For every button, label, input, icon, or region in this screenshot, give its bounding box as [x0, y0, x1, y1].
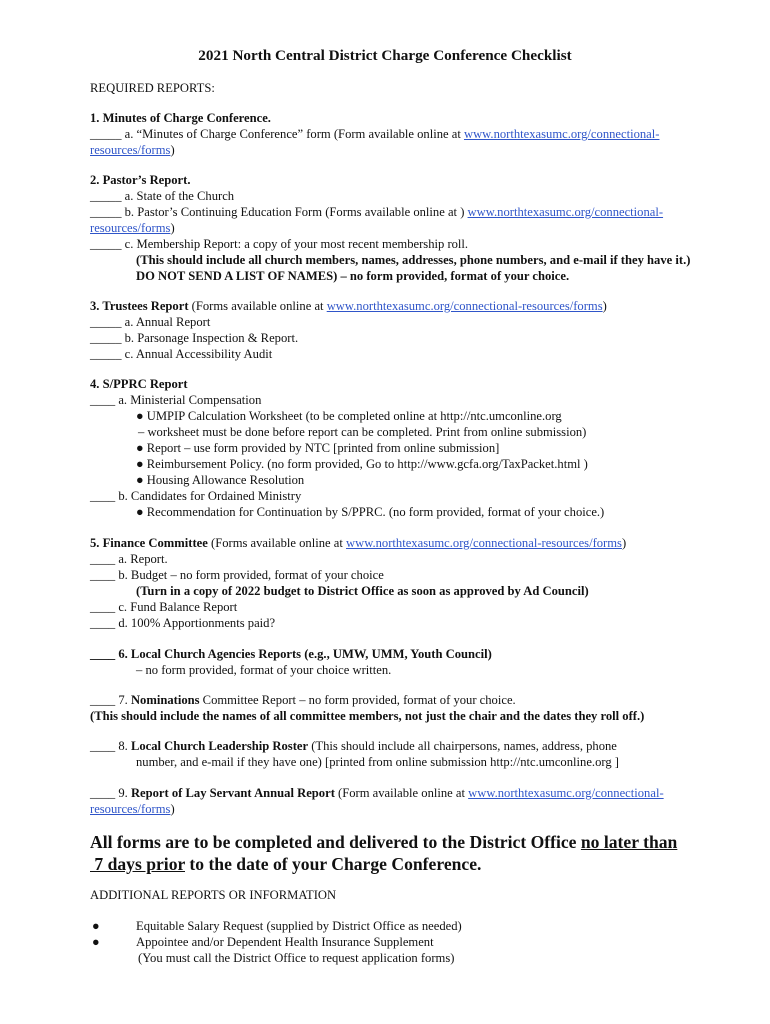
item-rest: (This should include all chairpersons, names, address, phone	[308, 739, 617, 753]
section-5-heading	[90, 535, 626, 551]
deadline-text: to the date of your Charge Conference.	[185, 854, 482, 874]
forms-link[interactable]: www.northtexasumc.org/connectional-	[463, 127, 660, 141]
section-7-note: (This should include the names of all committee members, not just the chair and the dates they roll off.)	[90, 709, 645, 723]
heading-text: 3. Trustees Report	[90, 299, 189, 313]
section-5-item-b-note: (Turn in a copy of 2022 budget to District Office as soon as approved by Ad Council)	[136, 584, 589, 598]
bullet-icon: ●	[92, 935, 100, 949]
section-6-note: – no form provided, format of your choice written.	[136, 663, 392, 677]
section-2-item-a: _____ a. State of the Church	[90, 189, 235, 203]
section-5-item-b: ____ b. Budget – no form provided, format of your choice	[90, 568, 384, 582]
item-text: _____ b. Pastor’s Continuing Education Form (Forms available online at )	[90, 205, 468, 219]
forms-link[interactable]: resources/forms	[90, 143, 171, 157]
heading-post: )	[621, 536, 627, 550]
deadline-emphasis: 7 days prior	[90, 854, 185, 874]
section-2-item-c-note: (This should include all church members, names, addresses, phone numbers, and e-mail if they have it.)	[136, 253, 691, 267]
item-text: _____ a. “Minutes of Charge Conference” form (Form available online at	[90, 127, 464, 141]
additional-heading: ADDITIONAL REPORTS OR INFORMATION	[90, 888, 337, 902]
section-1-item-a-cont	[90, 142, 175, 158]
item-text: )	[170, 143, 175, 157]
required-heading: REQUIRED REPORTS:	[90, 81, 215, 95]
section-3-heading	[90, 298, 607, 314]
item-rest: (Form available online at	[334, 786, 469, 800]
section-7-line	[90, 692, 516, 708]
forms-link[interactable]: www.northtexasumc.org/connectional-resources/forms	[346, 536, 622, 550]
section-2-heading: 2. Pastor’s Report.	[90, 173, 191, 187]
section-4-item-a: ____ a. Ministerial Compensation	[90, 393, 262, 407]
section-1-heading: 1. Minutes of Charge Conference.	[90, 111, 271, 125]
forms-link[interactable]: www.northtexasumc.org/connectional-resources/forms	[326, 299, 603, 313]
section-2-item-c: _____ c. Membership Report: a copy of your most recent membership roll.	[90, 237, 469, 251]
deadline-line-1	[90, 831, 677, 853]
deadline-emphasis: no later than	[580, 832, 678, 852]
item-bold: Local Church Leadership Roster	[130, 739, 309, 753]
additional-item: Appointee and/or Dependent Health Insurance Supplement	[136, 935, 434, 949]
section-3-item-b: _____ b. Parsonage Inspection & Report.	[90, 331, 299, 345]
additional-note: (You must call the District Office to request application forms)	[138, 951, 455, 965]
forms-link[interactable]: www.northtexasumc.org/connectional-	[468, 786, 664, 800]
section-5-item-c: ____ c. Fund Balance Report	[90, 600, 238, 614]
bullet-icon: ●	[92, 919, 100, 933]
section-4-subitem: ● Report – use form provided by NTC [printed from online submission]	[136, 441, 500, 455]
item-post: )	[170, 802, 175, 816]
section-4-subitem: ● Recommendation for Continuation by S/PPRC. (no form provided, format of your choice.)	[136, 505, 605, 519]
heading-rest: (Forms available online at	[188, 299, 327, 313]
section-9-line-cont	[90, 801, 175, 817]
section-4-item-b: ____ b. Candidates for Ordained Ministry	[90, 489, 302, 503]
section-4-subitem: ● UMPIP Calculation Worksheet (to be completed online at http://ntc.umconline.org	[136, 409, 562, 423]
forms-link[interactable]: www.northtexasumc.org/connectional-	[467, 205, 664, 219]
item-bold: Report of Lay Servant Annual Report	[130, 786, 335, 800]
forms-link[interactable]: resources/forms	[90, 221, 171, 235]
section-6-line: ____ 6. Local Church Agencies Reports (e.g., UMW, UMM, Youth Council)	[90, 647, 492, 661]
section-2-item-b	[90, 204, 663, 220]
page-title: 2021 North Central District Charge Conference Checklist	[198, 47, 572, 64]
section-8-line-2: number, and e-mail if they have one) [printed from online submission http://ntc.umconline.org ]	[136, 755, 619, 769]
heading-text: 5. Finance Committee	[90, 536, 208, 550]
heading-post: )	[602, 299, 607, 313]
forms-link[interactable]: resources/forms	[90, 802, 171, 816]
section-2-item-c-note: DO NOT SEND A LIST OF NAMES) – no form provided, format of your choice.	[136, 269, 570, 283]
item-prefix: ____ 8.	[90, 739, 131, 753]
additional-item: Equitable Salary Request (supplied by District Office as needed)	[136, 919, 462, 933]
section-2-item-b-cont	[90, 220, 175, 236]
item-prefix: ____ 7.	[90, 693, 131, 707]
heading-rest: (Forms available online at	[207, 536, 347, 550]
section-3-item-a: _____ a. Annual Report	[90, 315, 211, 329]
section-4-subitem: ● Reimbursement Policy. (no form provided, Go to http://www.gcfa.org/TaxPacket.html )	[136, 457, 588, 471]
section-1-item-a	[90, 126, 659, 142]
item-bold: Nominations	[130, 693, 200, 707]
section-4-heading: 4. S/PPRC Report	[90, 377, 188, 391]
deadline-line-2	[90, 853, 481, 875]
item-rest: Committee Report – no form provided, format of your choice.	[199, 693, 516, 707]
deadline-text: All forms are to be completed and delivered to the District Office	[90, 832, 581, 852]
section-5-item-d: ____ d. 100% Apportionments paid?	[90, 616, 276, 630]
item-prefix: ____ 9.	[90, 786, 131, 800]
section-3-item-c: _____ c. Annual Accessibility Audit	[90, 347, 273, 361]
section-8-line	[90, 738, 617, 754]
item-text: )	[170, 221, 175, 235]
section-9-line	[90, 785, 664, 801]
section-4-subitem: ● Housing Allowance Resolution	[136, 473, 305, 487]
section-4-subitem-cont: – worksheet must be done before report can be completed. Print from online submission)	[138, 425, 587, 439]
section-5-item-a: ____ a. Report.	[90, 552, 168, 566]
